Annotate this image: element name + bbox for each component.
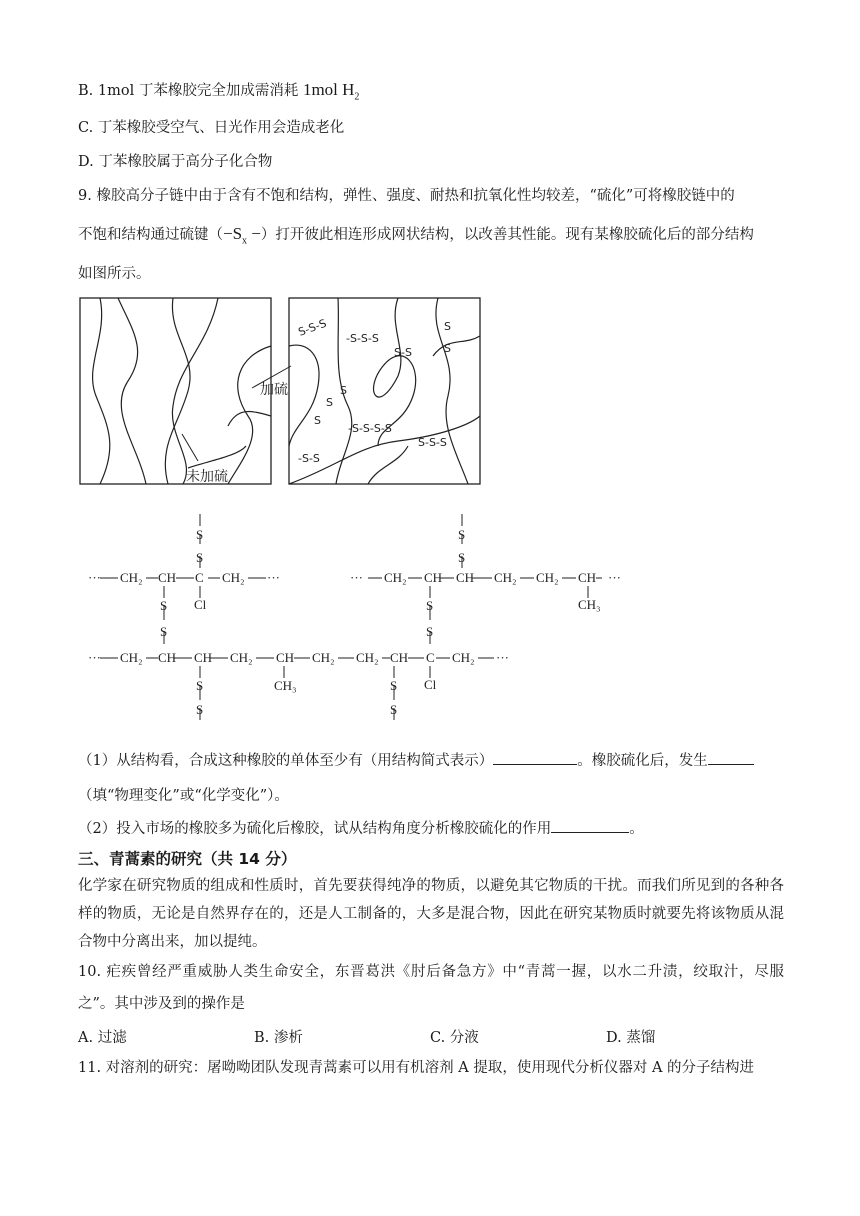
- atom-s: S: [196, 702, 204, 717]
- atom-ch: CH: [578, 570, 597, 585]
- q9-part1-line1: （1）从结构看，合成这种橡胶的单体至少有（用结构简式表示） 。橡胶硫化后，发生: [78, 750, 754, 771]
- atom-cl: Cl: [194, 597, 207, 612]
- atom-s: S: [426, 624, 434, 639]
- q9-part1-line2: （填“物理变化”或“化学变化”）。: [78, 788, 289, 804]
- atom-s: S: [196, 527, 204, 542]
- q10-option-d[interactable]: D. 蒸馏: [606, 1030, 656, 1046]
- q8-option-d: D. 丁苯橡胶属于高分子化合物: [78, 154, 273, 170]
- chain-ellipsis: ···: [496, 650, 509, 665]
- atom-c: C: [195, 570, 204, 585]
- atom-s: S: [426, 598, 434, 613]
- svg-text:-S-S: -S-S: [298, 452, 320, 465]
- atom-ch: CH: [390, 650, 409, 665]
- svg-text:-S-S-S: -S-S-S: [346, 332, 379, 345]
- svg-text:S-S: S-S: [394, 346, 412, 359]
- atom-ch2: CH₂: [120, 570, 143, 585]
- q11-stem: 11. 对溶剂的研究：屠呦呦团队发现青蒿素可以用有机溶剂 A 提取，使用现代分析仪器对 A 的分子结构进: [78, 1060, 755, 1076]
- q9-line1: 9. 橡胶高分子链中由于含有不饱和结构，弹性、强度、耐热和抗氧化性均较差，“硫化”可将橡胶链中的: [78, 188, 735, 204]
- atom-ch: CH: [158, 650, 177, 665]
- atom-ch2: CH₂: [230, 650, 253, 665]
- q10-stem: 10. 疟疾曾经严重威胁人类生命安全，东晋葛洪《肘后备急方》中“青蒿一握，以水二升渍，绞取汁，尽服之”。其中涉及到的操作是: [78, 964, 784, 1012]
- q9-line3: 如图所示。: [78, 266, 151, 282]
- atom-ch2: CH₂: [384, 570, 407, 585]
- atom-ch2: CH₂: [120, 650, 143, 665]
- atom-s: S: [390, 678, 398, 693]
- q8-option-c: C. 丁苯橡胶受空气、日光作用会造成老化: [78, 120, 345, 136]
- sulfur-bond-formula: $-S_x$ −: [223, 224, 261, 247]
- chain-ellipsis: ···: [350, 570, 363, 585]
- atom-ch2: CH₂: [312, 650, 335, 665]
- atom-s: S: [196, 678, 204, 693]
- atom-ch2: CH₂: [494, 570, 517, 585]
- vulcanized-rubber-structure: [78, 506, 638, 726]
- chain-ellipsis: ···: [608, 570, 621, 585]
- vulcanization-figure: [78, 296, 482, 488]
- q10-option-c[interactable]: C. 分液: [430, 1030, 479, 1046]
- svg-text:S: S: [340, 384, 347, 397]
- svg-text:-S-S-S-S: -S-S-S-S: [348, 422, 392, 435]
- chain-ellipsis: ···: [88, 570, 101, 585]
- section-title: 三、青蒿素的研究（共 14 分）: [78, 850, 297, 868]
- atom-ch2: CH₂: [536, 570, 559, 585]
- label-unvulcanized: 未加硫: [186, 469, 228, 485]
- atom-ch2: CH₂: [356, 650, 379, 665]
- unvulcanized-box: [80, 298, 271, 484]
- svg-text:S: S: [444, 320, 451, 333]
- atom-ch2: CH₂: [222, 570, 245, 585]
- chain-ellipsis: ···: [267, 570, 280, 585]
- atom-cl: Cl: [424, 677, 437, 692]
- atom-s: S: [160, 624, 168, 639]
- atom-s: S: [196, 550, 204, 565]
- answer-blank-monomers[interactable]: [493, 750, 577, 765]
- q8-option-b-formula: 1mol $H_2$: [302, 80, 360, 103]
- atom-ch3: CH₃: [578, 597, 601, 612]
- answer-blank-vulcanization-role[interactable]: [551, 818, 629, 833]
- label-vulcanized: 加硫: [260, 382, 288, 398]
- atom-ch3: CH₃: [274, 678, 297, 693]
- q8-option-b: B. 1mol 丁苯橡胶完全加成需消耗 1mol $H_2$: [78, 80, 360, 103]
- atom-ch: CH: [456, 570, 475, 585]
- section-intro: 化学家在研究物质的组成和性质时，首先要获得纯净的物质，以避免其它物质的干扰。而我们所见到的各种各样的物质，无论是自然界存在的，还是人工制备的，大多是混合物，因此在研究某物质时就要先将该物质从混合物中分离出来，加以提纯。: [78, 878, 784, 950]
- svg-text:S-S-S: S-S-S: [296, 316, 329, 339]
- atom-ch: CH: [194, 650, 213, 665]
- q9-line2: 不饱和结构通过硫键（$-S_x$ −）打开彼此相连形成网状结构，以改善其性能。现有某橡胶硫化后的部分结构: [78, 224, 754, 247]
- atom-s: S: [160, 598, 168, 613]
- svg-text:S-S-S: S-S-S: [418, 436, 447, 449]
- atom-ch: CH: [276, 650, 295, 665]
- chain-ellipsis: ···: [88, 650, 101, 665]
- atom-s: S: [390, 702, 398, 717]
- svg-text:S: S: [444, 342, 451, 355]
- atom-ch: CH: [424, 570, 443, 585]
- atom-ch2: CH₂: [452, 650, 475, 665]
- q10-option-a[interactable]: A. 过滤: [78, 1030, 127, 1046]
- svg-text:S: S: [326, 396, 333, 409]
- atom-ch: CH: [158, 570, 177, 585]
- answer-blank-change-type[interactable]: [708, 750, 754, 765]
- q10-option-b[interactable]: B. 渗析: [254, 1030, 303, 1046]
- atom-c: C: [426, 650, 435, 665]
- svg-text:S: S: [314, 414, 321, 427]
- atom-s: S: [458, 527, 466, 542]
- q9-part2: （2）投入市场的橡胶多为硫化后橡胶，试从结构角度分析橡胶硫化的作用 。: [78, 818, 644, 839]
- atom-s: S: [458, 550, 466, 565]
